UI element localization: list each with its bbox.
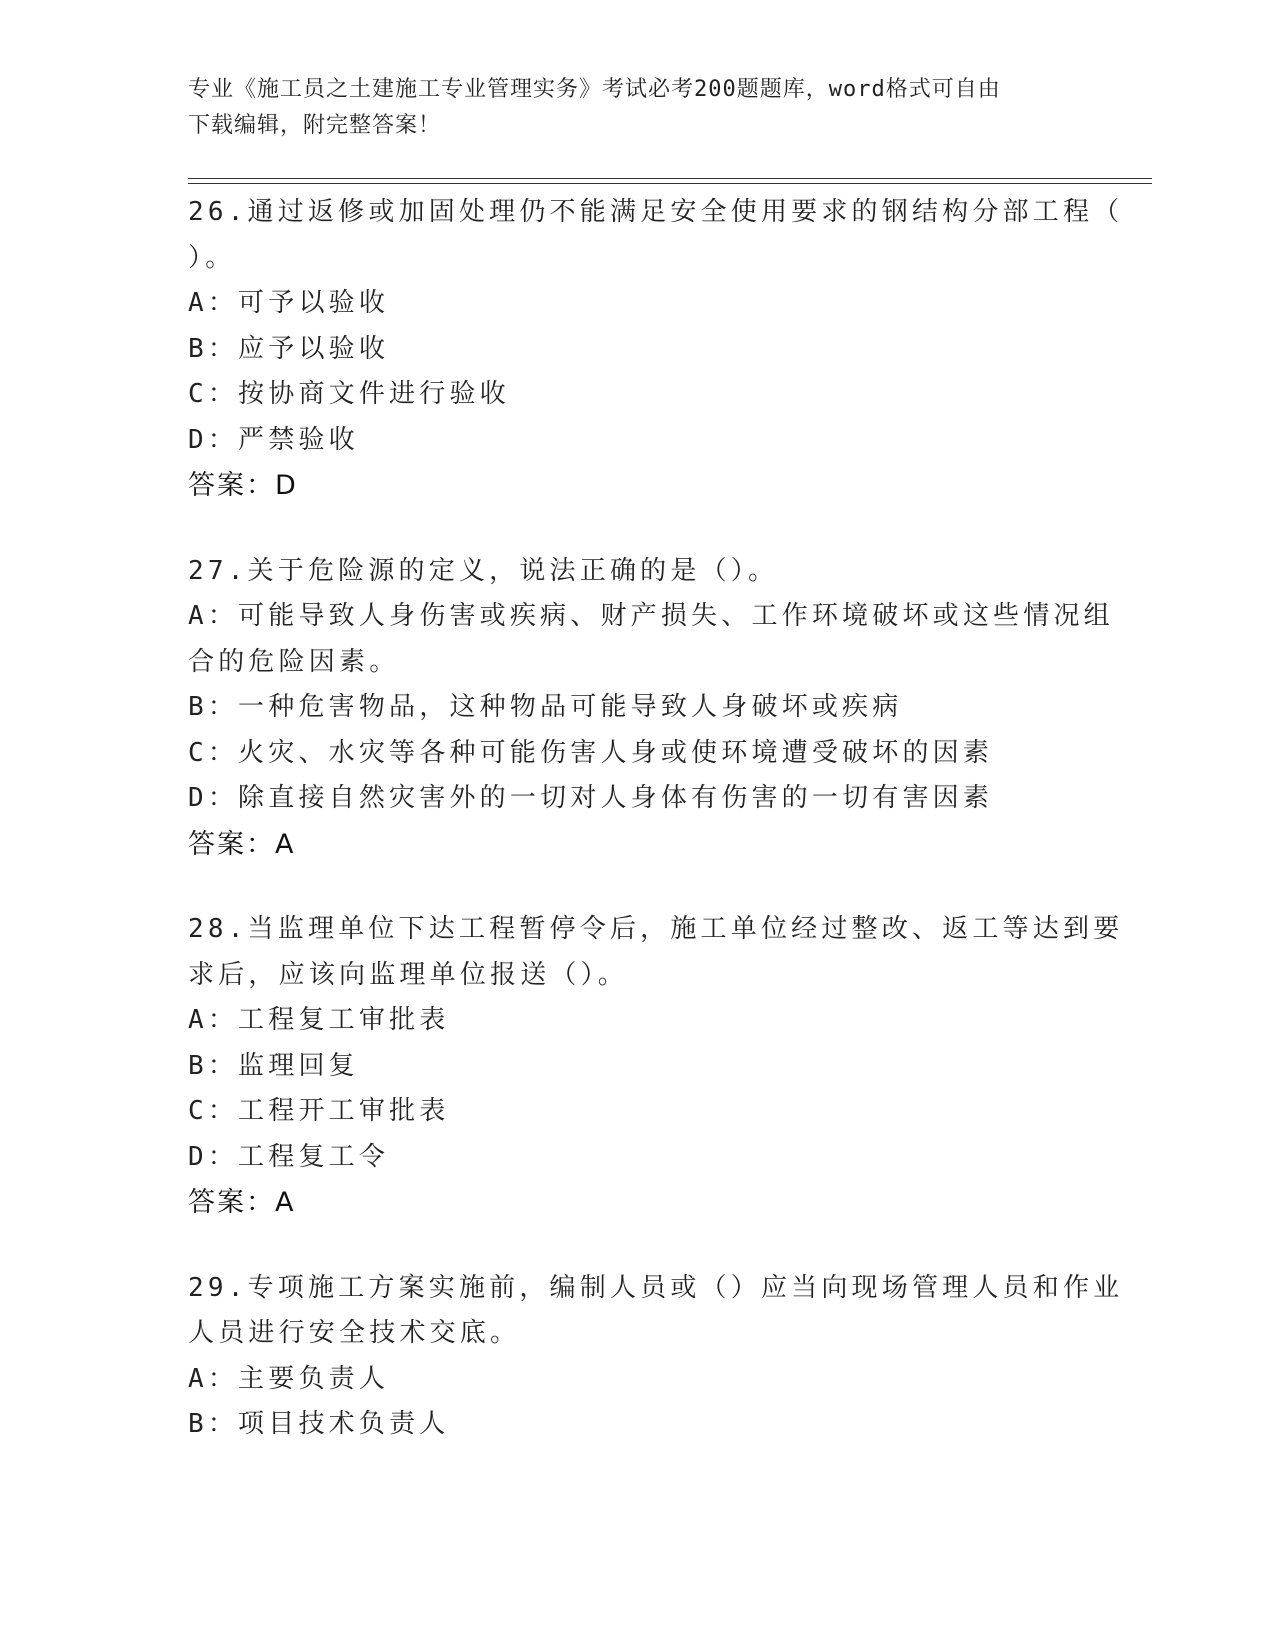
option-a: A：可能导致人身伤害或疾病、财产损失、工作环境破坏或这些情况组 [188, 601, 1114, 631]
question-27 [188, 549, 1114, 868]
option-c: C：火灾、水灾等各种可能伤害人身或使环境遭受破坏的因素 [188, 737, 994, 768]
question-list [188, 190, 1124, 1488]
question-stem-line: 27.关于危险源的定义，说法正确的是（）。 [188, 555, 779, 586]
option-d: D：工程复工令 [188, 1141, 390, 1172]
question-stem-line: ）。 [188, 242, 236, 273]
option-a: A：工程复工审批表 [188, 1005, 450, 1035]
answer-label: 答案： [188, 470, 275, 501]
option-a: A：可予以验收 [188, 288, 390, 318]
question-stem-line: 求后，应该向监理单位报送（）。 [188, 959, 629, 990]
header-divider-top [188, 178, 1152, 179]
option-b: B：项目技术负责人 [188, 1409, 450, 1439]
option-a-continued: 合的危险因素。 [188, 646, 400, 677]
option-a: A：主要负责人 [188, 1363, 390, 1394]
question-stem-line: 29.专项施工方案实施前，编制人员或（）应当向现场管理人员和作业 [188, 1272, 1124, 1303]
question-26 [188, 190, 1124, 509]
question-stem-line: 人员进行安全技术交底。 [188, 1318, 521, 1348]
option-b: B：一种危害物品，这种物品可能导致人身破坏或疾病 [188, 692, 903, 722]
header-line-1: 专业《施工员之土建施工专业管理实务》考试必考200题题库，word格式可自由 [188, 77, 1001, 102]
header-line-2: 下载编辑，附完整答案！ [188, 113, 442, 138]
question-stem-line: 26.通过返修或加固处理仍不能满足安全使用要求的钢结构分部工程（ [188, 197, 1124, 227]
question-29 [188, 1266, 1124, 1448]
question-stem-line: 28.当监理单位下达工程暂停令后，施工单位经过整改、返工等达到要 [188, 914, 1124, 944]
document-header [188, 72, 1068, 144]
option-b: B：应予以验收 [188, 333, 390, 364]
answer-value: D [275, 470, 297, 501]
header-divider-bottom [188, 183, 1152, 184]
answer-line [188, 1180, 1088, 1226]
option-c: C：工程开工审批表 [188, 1096, 450, 1126]
answer-value: A [275, 828, 295, 860]
option-c: C：按协商文件进行验收 [188, 379, 510, 409]
option-b: B：监理回复 [188, 1050, 359, 1081]
answer-label: 答案： [188, 1187, 275, 1218]
answer-label: 答案： [188, 828, 275, 860]
answer-line [188, 463, 1088, 509]
answer-value: A [275, 1187, 295, 1218]
option-d: D：除直接自然灾害外的一切对人身体有伤害的一切有害因素 [188, 783, 994, 813]
question-28 [188, 907, 1124, 1226]
answer-line [188, 822, 1088, 868]
option-d: D：严禁验收 [188, 424, 359, 455]
